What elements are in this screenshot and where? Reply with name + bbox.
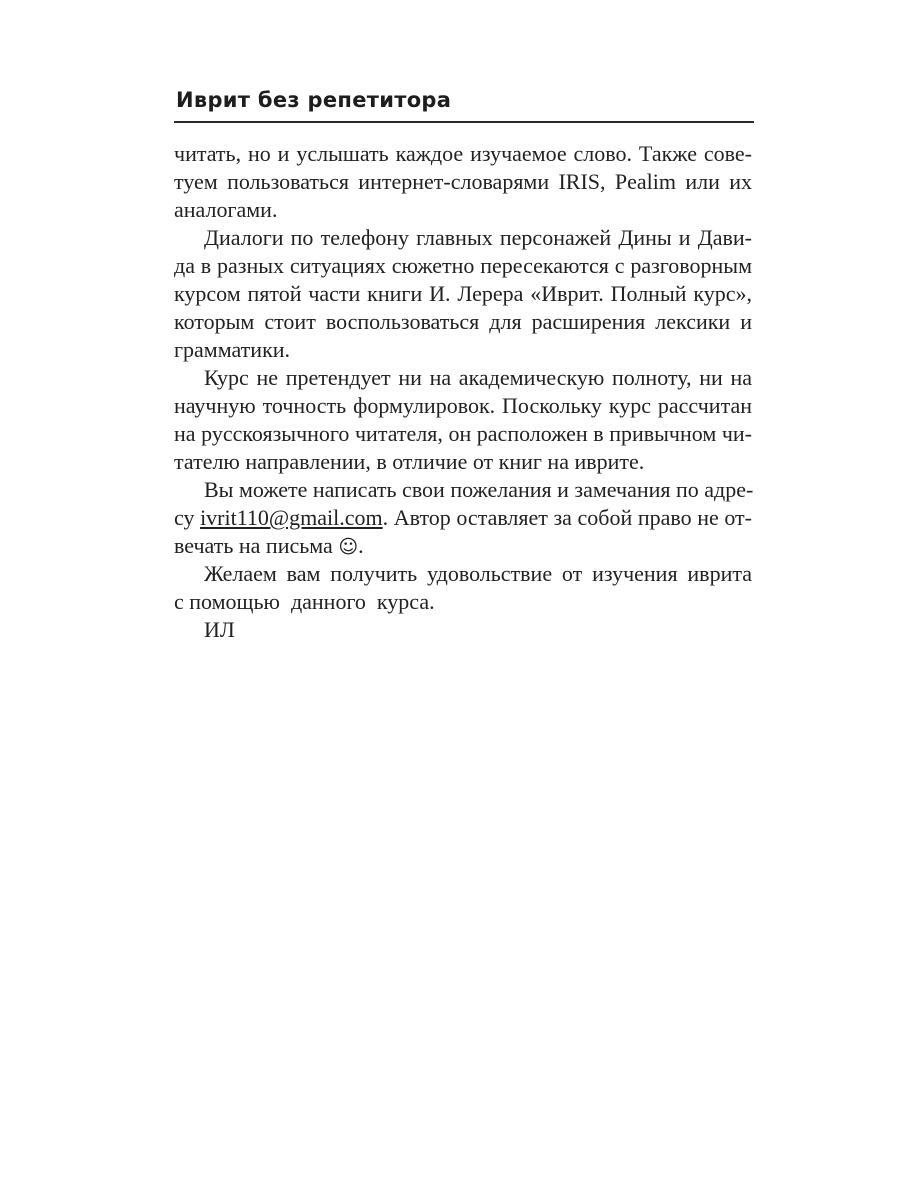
text-line: тателю направлении, в отличие от книг на иврите.	[174, 449, 645, 474]
text-line: на русскоязычного читателя, он расположен в привычном чи-	[174, 421, 752, 446]
text-line: грамматики.	[174, 337, 291, 362]
email-link[interactable]: ivrit110@gmail.com	[200, 505, 383, 530]
paragraph-first-line: Диалоги по телефону главных персонажей Дины и Дави-	[204, 225, 752, 250]
text-line: читать, но и услышать каждое изучаемое слово. Также сове-	[174, 141, 752, 166]
header-divider	[174, 121, 754, 123]
text-line: которым стоит воспользоваться для расширения лексики и	[174, 309, 752, 334]
paragraph-first-line: Вы можете написать свои пожелания и замечания по адре-	[204, 477, 754, 502]
text-line: курсом пятой части книги И. Лерера «Иврит. Полный курс»,	[174, 281, 752, 306]
text-fragment: су	[174, 505, 201, 530]
text-line: туем пользоваться интернет-словарями IRIS, Pealim или их	[174, 169, 752, 194]
text-fragment: . Автор оставляет за собой право не от-	[382, 505, 752, 530]
text-line: да в разных ситуациях сюжетно пересекаются с разговорным	[174, 253, 752, 278]
author-initials: ИЛ	[204, 617, 235, 642]
text-line: аналогами.	[174, 197, 278, 222]
paragraph-first-line: Желаем вам получить удовольствие от изучения иврита	[204, 561, 752, 586]
text-line: с помощью данного курса.	[174, 589, 435, 614]
smiley-icon: ☺	[338, 536, 359, 558]
text-fragment: .	[358, 533, 364, 558]
text-line: научную точность формулировок. Поскольку курс рассчитан	[174, 393, 752, 418]
running-header-title: Иврит без репетитора	[176, 88, 452, 112]
text-fragment: вечать на письма	[174, 533, 339, 558]
paragraph-first-line: Курс не претендует ни на академическую полноту, ни на	[204, 365, 752, 390]
